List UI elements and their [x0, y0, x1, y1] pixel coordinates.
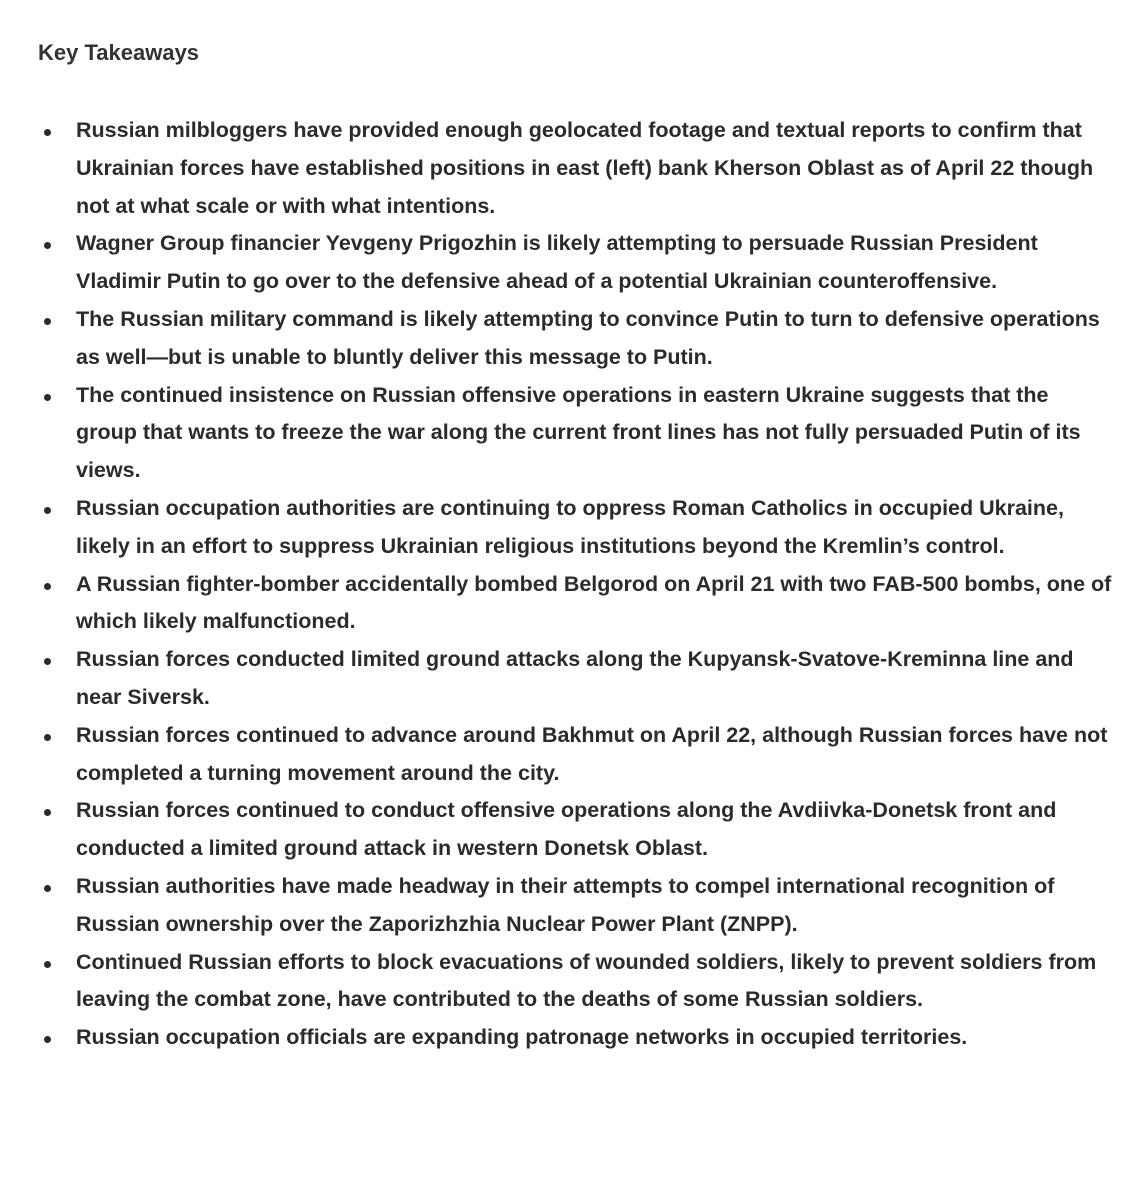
bullet-icon	[44, 242, 51, 249]
list-item	[0, 112, 1127, 225]
list-item	[0, 566, 1127, 642]
takeaways-list	[0, 112, 1127, 1057]
takeaway-text: A Russian fighter-bomber accidentally bombed Belgorod on April 21 with two FAB-500 bombs, one of which likely malfunctioned.	[76, 571, 1112, 634]
takeaway-text: The Russian military command is likely attempting to convince Putin to turn to defensive operations as well—but is unable to bluntly deliver this message to Putin.	[76, 306, 1100, 369]
bullet-icon	[44, 583, 51, 590]
bullet-icon	[44, 1036, 51, 1043]
list-item	[0, 868, 1127, 944]
takeaway-text: Russian forces conducted limited ground attacks along the Kupyansk-Svatove-Kreminna line and near Siversk.	[76, 647, 1074, 709]
list-item	[0, 490, 1127, 566]
bullet-icon	[44, 318, 51, 325]
takeaway-text: Wagner Group financier Yevgeny Prigozhin is likely attempting to persuade Russian President Vladimir Putin to go over to the defensive ahead of a potential Ukrainian counteroffensive.	[76, 231, 1038, 294]
list-item	[0, 301, 1127, 377]
bullet-icon	[44, 961, 51, 968]
takeaway-text: Continued Russian efforts to block evacuations of wounded soldiers, likely to prevent soldiers from leaving the combat zone, have contributed to the deaths of some Russian soldiers.	[76, 949, 1097, 1012]
list-item	[0, 377, 1127, 490]
list-item	[0, 1019, 1127, 1057]
list-item	[0, 225, 1127, 301]
bullet-icon	[44, 885, 51, 892]
bullet-icon	[44, 507, 51, 514]
takeaway-text: The continued insistence on Russian offensive operations in eastern Ukraine suggests that the group that wants to freeze the war along the current front lines has not fully persuaded Putin of its views.	[76, 382, 1081, 483]
bullet-icon	[44, 394, 51, 401]
takeaway-text: Russian forces continued to advance around Bakhmut on April 22, although Russian forces have not completed a turning movement around the city.	[76, 722, 1108, 785]
list-item	[0, 641, 1127, 717]
takeaway-text: Russian occupation authorities are continuing to oppress Roman Catholics in occupied Ukraine, likely in an effort to suppress Ukrainian religious institutions beyond the Kremlin’s control.	[76, 495, 1064, 558]
list-item	[0, 717, 1127, 793]
list-item	[0, 944, 1127, 1020]
takeaway-text: Russian occupation officials are expanding patronage networks in occupied territories.	[76, 1025, 968, 1050]
bullet-icon	[44, 658, 51, 665]
list-item	[0, 792, 1127, 868]
takeaway-text: Russian authorities have made headway in their attempts to compel international recognition of Russian ownership over the Zaporizhzhia Nuclear Power Plant (ZNPP).	[76, 873, 1055, 936]
takeaway-text: Russian milbloggers have provided enough geolocated footage and textual reports to confirm that Ukrainian forces have established positions in east (left) bank Kherson Oblast as of April 22 though not at what scale or with what intentions.	[76, 118, 1094, 218]
bullet-icon	[44, 809, 51, 816]
page-title: Key Takeaways	[38, 40, 200, 65]
bullet-icon	[44, 129, 51, 136]
takeaway-text: Russian forces continued to conduct offensive operations along the Avdiivka-Donetsk front and conducted a limited ground attack in western Donetsk Oblast.	[76, 798, 1057, 861]
bullet-icon	[44, 734, 51, 741]
